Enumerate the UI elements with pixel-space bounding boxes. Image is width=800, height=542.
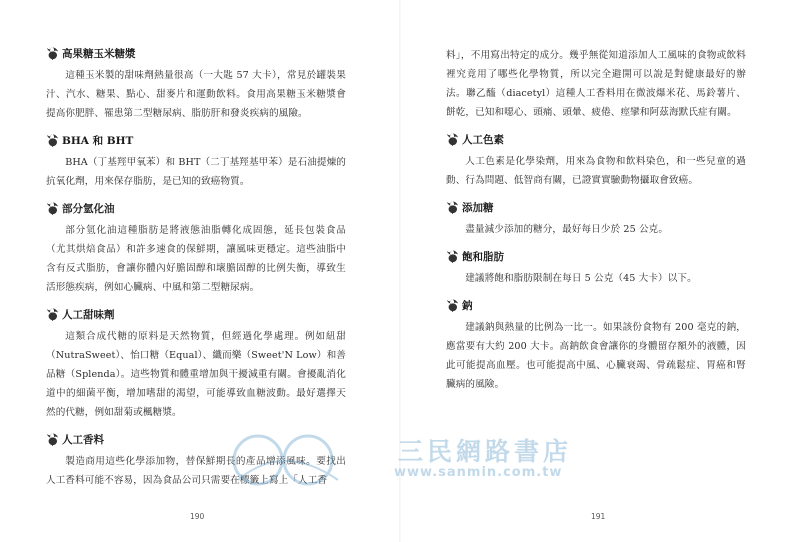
section	[46, 133, 346, 191]
section-heading	[46, 201, 346, 215]
watermark-title: 三民網路書店	[398, 437, 573, 466]
beet-icon	[446, 249, 459, 263]
section-title: 人工香料	[62, 433, 104, 446]
section	[446, 200, 746, 239]
watermark-url: www.sanmin.com.tw	[394, 465, 563, 480]
left-page-content	[46, 46, 346, 500]
section-heading	[46, 432, 346, 446]
section-paragraph: 盡量減少添加的糖分，最好每日少於 25 公克。	[465, 224, 669, 235]
section	[46, 307, 346, 422]
beet-icon	[46, 432, 59, 446]
section-heading	[446, 200, 746, 214]
section-title: 人工色素	[462, 133, 504, 146]
section-title: 添加糖	[462, 201, 494, 214]
section-paragraph: 製造商用這些化學添加物，替保鮮期長的產品增添風味。要找出人工香料可能不容易，因為食品公司只需要在標籤上寫上「人工香	[46, 456, 346, 486]
page-number: 191	[591, 512, 606, 521]
section-paragraph: 人工色素是化學染劑，用來為食物和飲料染色，和一些兒童的過動、行為問題、低智商有關，已證實實驗動物攝取會致癌。	[446, 156, 746, 186]
section-paragraph: BHA（丁基羥甲氧苯）和 BHT（二丁基羥基甲苯）是石油提煉的抗氧化劑，用來保存脂肪，是已知的致癌物質。	[46, 157, 346, 187]
section-heading	[46, 307, 346, 321]
section-paragraph: 建議鈉與熱量的比例為一比一。如果該份食物有 200 毫克的鈉，應當要有大約 200 大卡。高鈉飲食會讓你的身體留存額外的液體，因此可能提高血壓。也可能提高中風、心臟衰竭、骨疏鬆症、胃癌和腎臟病的風險。	[446, 322, 746, 390]
section	[46, 46, 346, 123]
section-title: BHA 和 BHT	[62, 134, 134, 147]
section-heading	[446, 298, 746, 312]
section-heading	[446, 132, 746, 146]
section	[46, 201, 346, 297]
section	[446, 249, 746, 288]
section-heading	[46, 133, 346, 147]
section-title: 鈉	[462, 299, 473, 312]
section-title: 人工甜味劑	[62, 308, 115, 321]
continuation-paragraph: 料」，不用寫出特定的成分。幾乎無從知道添加人工風味的食物或飲料裡究竟用了哪些化學物質，所以完全避開可以說是對健康最好的辦法。聯乙醯（diacetyl）這種人工香料用在微波爆米花、馬鈴薯片、餅乾，已知和噁心、頭痛、頭暈、疲倦、痙攣和阿茲海默氏症有關。	[446, 50, 746, 118]
beet-icon	[446, 200, 459, 214]
beet-icon	[446, 298, 459, 312]
beet-icon	[46, 46, 59, 60]
section-title: 高果糖玉米糖漿	[62, 47, 136, 60]
section-title: 部分氫化油	[62, 202, 115, 215]
right-page-content	[446, 46, 746, 404]
section-paragraph: 這種玉米製的甜味劑熱量很高（一大匙 57 大卡），常見於罐裝果汁、汽水、糖果、點心、甜麥片和運動飲料。食用高果糖玉米糖漿會提高你肥胖、罹患第二型糖尿病、脂肪肝和發炎疾病的風險。	[46, 70, 346, 119]
section	[46, 432, 346, 490]
right-page	[400, 0, 800, 542]
section	[446, 132, 746, 190]
page-number: 190	[190, 512, 205, 521]
right-page-sections	[446, 132, 746, 394]
beet-icon	[446, 132, 459, 146]
section	[446, 298, 746, 394]
section-title: 飽和脂肪	[462, 250, 504, 263]
beet-icon	[46, 201, 59, 215]
section-paragraph: 部分氫化油這種脂肪是將液態油脂轉化成固態，延長包裝食品（尤其烘焙食品）和許多速食的保鮮期，讓風味更穩定。這些油脂中含有反式脂肪，會讓你體內好膽固醇和壞膽固醇的比例失衡，導致生活形態疾病，例如心臟病、中風和第二型糖尿病。	[46, 225, 346, 293]
section-paragraph: 這類合成代糖的原料是天然物質，但經過化學處理。例如紐甜（NutraSweet）、怡口糖（Equal）、纖而樂（Sweet'N Low）和善品糖（Splenda）。這些物質和體重增加與干擾減重有關。會擾亂消化道中的細菌平衡，增加嗜甜的渴望，可能導致血糖波動。最好選擇天然的代糖，例如甜菊或楓糖漿。	[46, 331, 346, 418]
beet-icon	[46, 307, 59, 321]
section-heading	[46, 46, 346, 60]
section-paragraph: 建議將飽和脂肪限制在每日 5 公克（45 大卡）以下。	[465, 273, 697, 284]
section-heading	[446, 249, 746, 263]
beet-icon	[46, 133, 59, 147]
